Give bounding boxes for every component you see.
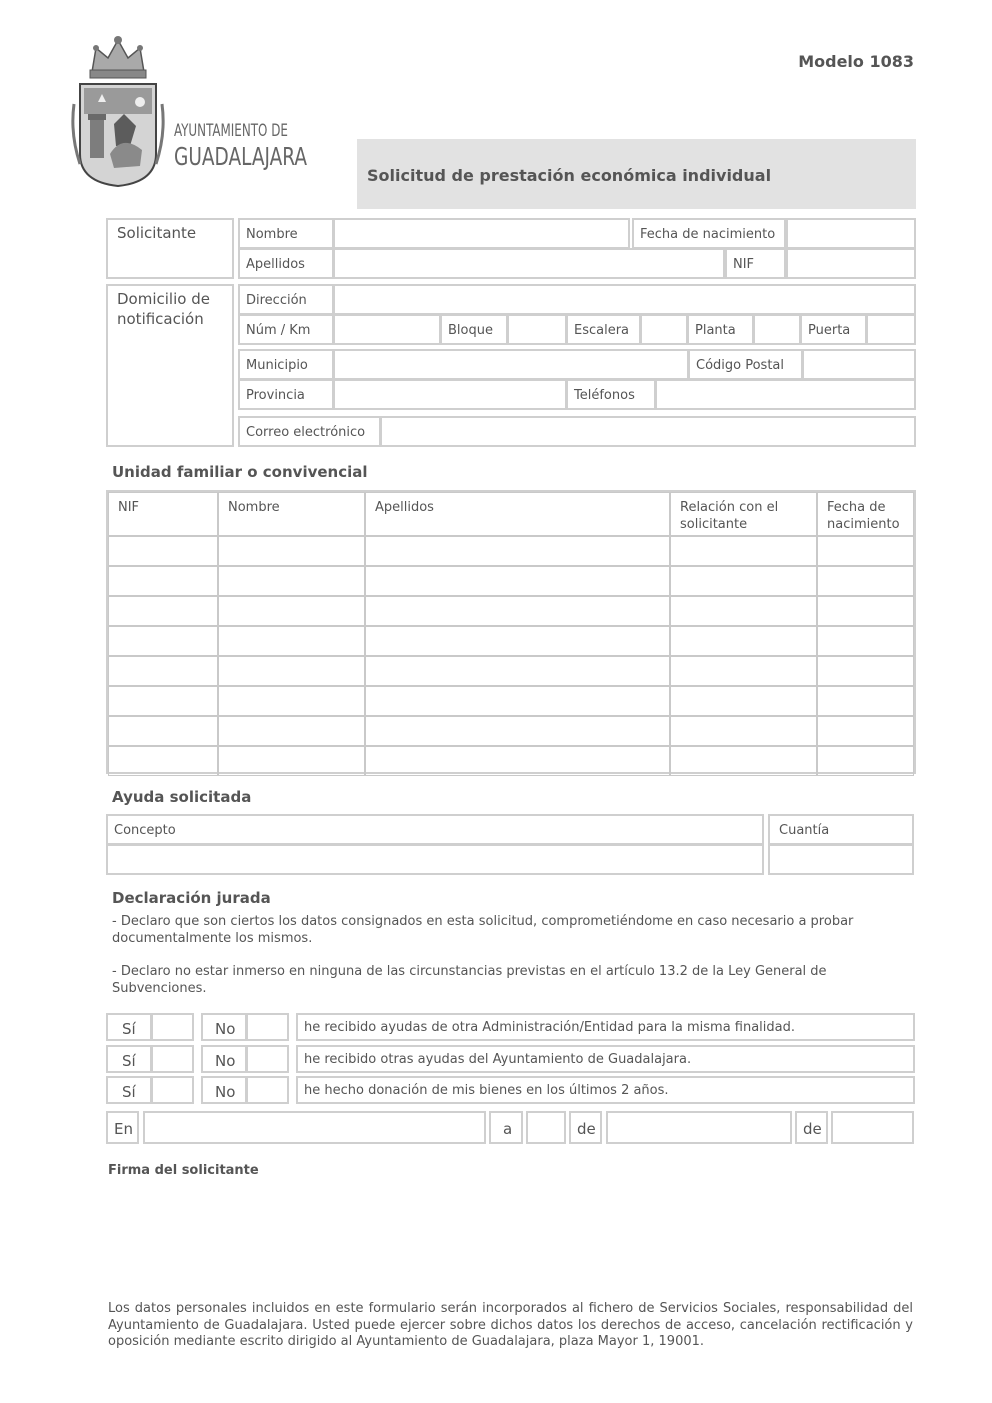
section-label-solicitante bbox=[106, 218, 234, 279]
fecha-nacimiento-label-cell bbox=[632, 218, 786, 249]
no-checkbox-1[interactable] bbox=[246, 1013, 289, 1041]
escalera-label-cell bbox=[566, 314, 641, 345]
municipio-label: Municipio bbox=[246, 358, 308, 373]
municipio-field[interactable] bbox=[333, 349, 689, 380]
no-label: No bbox=[215, 1083, 236, 1101]
no-label: No bbox=[215, 1052, 236, 1070]
en-label-cell bbox=[106, 1111, 139, 1144]
escalera-field[interactable] bbox=[640, 314, 688, 345]
planta-field[interactable] bbox=[753, 314, 801, 345]
unidad-familiar-cell[interactable] bbox=[817, 716, 914, 746]
unidad-familiar-cell[interactable] bbox=[218, 626, 365, 656]
unidad-familiar-cell[interactable] bbox=[670, 686, 817, 716]
unidad-familiar-cell[interactable] bbox=[365, 686, 670, 716]
num-km-label-cell bbox=[238, 314, 334, 345]
unidad-familiar-cell[interactable] bbox=[108, 716, 218, 746]
si-label-cell-1 bbox=[106, 1013, 152, 1041]
declaracion-statement-1 bbox=[296, 1013, 915, 1041]
a-label: a bbox=[503, 1120, 513, 1138]
apellidos-label-cell bbox=[238, 248, 334, 279]
de-label: de bbox=[803, 1120, 822, 1138]
col-header-nombre: Nombre bbox=[218, 492, 365, 536]
coat-of-arms-logo bbox=[70, 34, 166, 190]
declaracion-statement-2 bbox=[296, 1045, 915, 1073]
declaracion-statement-3 bbox=[296, 1076, 915, 1104]
unidad-familiar-cell[interactable] bbox=[108, 686, 218, 716]
cuantia-field[interactable] bbox=[768, 844, 914, 875]
cuantia-label-cell bbox=[768, 814, 914, 845]
unidad-familiar-cell[interactable] bbox=[365, 746, 670, 776]
unidad-familiar-cell[interactable] bbox=[108, 596, 218, 626]
planta-label-cell bbox=[687, 314, 754, 345]
form-title-banner bbox=[357, 139, 916, 209]
codigo-postal-label-cell bbox=[688, 349, 803, 380]
concepto-label-cell bbox=[106, 814, 764, 845]
escalera-label: Escalera bbox=[574, 323, 630, 338]
nombre-field[interactable] bbox=[333, 218, 630, 249]
direccion-label: Dirección bbox=[246, 293, 307, 308]
unidad-familiar-cell[interactable] bbox=[108, 536, 218, 566]
nif-field[interactable] bbox=[786, 248, 916, 279]
firma-label: Firma del solicitante bbox=[108, 1163, 259, 1178]
unidad-familiar-cell[interactable] bbox=[218, 536, 365, 566]
col-header-nif: NIF bbox=[108, 492, 218, 536]
declaracion-paragraph-2: - Declaro no estar inmerso en ninguna de las circunstancias previstas en el artículo 13.2 de la Ley General de Subvenciones. bbox=[112, 964, 827, 996]
unidad-familiar-cell[interactable] bbox=[817, 536, 914, 566]
unidad-familiar-cell[interactable] bbox=[817, 686, 914, 716]
unidad-familiar-cell[interactable] bbox=[670, 566, 817, 596]
codigo-postal-field[interactable] bbox=[802, 349, 916, 380]
unidad-familiar-cell[interactable] bbox=[670, 626, 817, 656]
unidad-familiar-cell[interactable] bbox=[817, 566, 914, 596]
org-name-line2: GUADALAJARA bbox=[174, 142, 308, 171]
unidad-familiar-cell[interactable] bbox=[108, 626, 218, 656]
unidad-familiar-title: Unidad familiar o convivencial bbox=[112, 463, 368, 481]
anio-field[interactable] bbox=[831, 1111, 914, 1144]
unidad-familiar-cell[interactable] bbox=[365, 566, 670, 596]
codigo-postal-label: Código Postal bbox=[696, 358, 785, 373]
direccion-field[interactable] bbox=[333, 284, 916, 315]
unidad-familiar-cell[interactable] bbox=[365, 536, 670, 566]
de-label: de bbox=[577, 1120, 596, 1138]
bloque-label-cell bbox=[440, 314, 508, 345]
unidad-familiar-cell[interactable] bbox=[817, 626, 914, 656]
unidad-familiar-cell[interactable] bbox=[670, 656, 817, 686]
unidad-familiar-cell[interactable] bbox=[218, 746, 365, 776]
unidad-familiar-cell[interactable] bbox=[218, 716, 365, 746]
nif-label: NIF bbox=[733, 257, 755, 272]
unidad-familiar-cell[interactable] bbox=[670, 536, 817, 566]
no-label-cell-3 bbox=[201, 1076, 247, 1104]
unidad-familiar-cell[interactable] bbox=[218, 596, 365, 626]
a-label-cell bbox=[489, 1111, 523, 1144]
apellidos-label: Apellidos bbox=[246, 257, 305, 272]
ayuda-title: Ayuda solicitada bbox=[112, 788, 252, 806]
fecha-nacimiento-field[interactable] bbox=[786, 218, 916, 249]
apellidos-field[interactable] bbox=[333, 248, 725, 279]
unidad-familiar-cell[interactable] bbox=[670, 716, 817, 746]
lugar-field[interactable] bbox=[143, 1111, 486, 1144]
nombre-label: Nombre bbox=[246, 227, 298, 242]
en-label: En bbox=[114, 1120, 133, 1138]
unidad-familiar-cell[interactable] bbox=[218, 656, 365, 686]
bloque-field[interactable] bbox=[507, 314, 567, 345]
bloque-label: Bloque bbox=[448, 323, 493, 338]
unidad-familiar-cell[interactable] bbox=[365, 716, 670, 746]
concepto-label: Concepto bbox=[114, 823, 176, 838]
mes-field[interactable] bbox=[606, 1111, 792, 1144]
declaracion-paragraph-1: - Declaro que son ciertos los datos consignados en esta solicitud, comprometiéndome en caso necesario a probar documentalmente los mismos. bbox=[112, 914, 854, 946]
concepto-field[interactable] bbox=[106, 844, 764, 875]
correo-field[interactable] bbox=[380, 416, 916, 447]
telefonos-field[interactable] bbox=[655, 379, 916, 410]
fecha-nacimiento-label: Fecha de nacimiento bbox=[640, 227, 776, 242]
col-header-fecha-nacimiento: Fecha de nacimiento bbox=[817, 492, 914, 536]
planta-label: Planta bbox=[695, 323, 736, 338]
unidad-familiar-cell[interactable] bbox=[218, 566, 365, 596]
declaracion-statement-text: he recibido ayudas de otra Administración/Entidad para la misma finalidad. bbox=[304, 1020, 796, 1035]
si-checkbox-1[interactable] bbox=[151, 1013, 194, 1041]
num-km-label: Núm / Km bbox=[246, 323, 311, 338]
declaracion-title: Declaración jurada bbox=[112, 889, 271, 907]
form-title: Solicitud de prestación económica individual bbox=[367, 166, 772, 185]
unidad-familiar-cell[interactable] bbox=[817, 596, 914, 626]
direccion-label-cell bbox=[238, 284, 334, 315]
firma-area[interactable] bbox=[106, 1185, 916, 1285]
unidad-familiar-cell[interactable] bbox=[817, 656, 914, 686]
unidad-familiar-table bbox=[106, 490, 916, 774]
nif-label-cell bbox=[725, 248, 786, 279]
dia-field[interactable] bbox=[526, 1111, 566, 1144]
si-label: Sí bbox=[122, 1052, 136, 1070]
unidad-familiar-cell[interactable] bbox=[218, 686, 365, 716]
puerta-field[interactable] bbox=[866, 314, 916, 345]
no-label-cell-2 bbox=[201, 1045, 247, 1073]
telefonos-label-cell bbox=[566, 379, 656, 410]
unidad-familiar-cell[interactable] bbox=[817, 746, 914, 776]
provincia-label-cell bbox=[238, 379, 334, 410]
declaracion-statement-text: he hecho donación de mis bienes en los últimos 2 años. bbox=[304, 1083, 669, 1098]
unidad-familiar-cell[interactable] bbox=[108, 746, 218, 776]
unidad-familiar-cell[interactable] bbox=[108, 566, 218, 596]
de-label-cell-2 bbox=[795, 1111, 828, 1144]
si-label: Sí bbox=[122, 1083, 136, 1101]
no-label: No bbox=[215, 1020, 236, 1038]
provincia-field[interactable] bbox=[333, 379, 567, 410]
si-checkbox-2[interactable] bbox=[151, 1045, 194, 1073]
declaracion-statement-text: he recibido otras ayudas del Ayuntamiento de Guadalajara. bbox=[304, 1052, 692, 1067]
telefonos-label: Teléfonos bbox=[574, 388, 635, 403]
si-label-cell-2 bbox=[106, 1045, 152, 1073]
no-label-cell-1 bbox=[201, 1013, 247, 1041]
domicilio-label: Domicilio de notificación bbox=[117, 290, 210, 328]
correo-label-cell bbox=[238, 416, 381, 447]
puerta-label-cell bbox=[800, 314, 867, 345]
nombre-label-cell bbox=[238, 218, 334, 249]
col-header-relacion: Relación con el solicitante bbox=[670, 492, 817, 536]
num-km-field[interactable] bbox=[333, 314, 441, 345]
cuantia-label: Cuantía bbox=[779, 823, 830, 838]
no-checkbox-3[interactable] bbox=[246, 1076, 289, 1104]
correo-label: Correo electrónico bbox=[246, 425, 366, 440]
unidad-familiar-cell[interactable] bbox=[108, 656, 218, 686]
puerta-label: Puerta bbox=[808, 323, 851, 338]
no-checkbox-2[interactable] bbox=[246, 1045, 289, 1073]
unidad-familiar-cell[interactable] bbox=[365, 626, 670, 656]
col-header-apellidos: Apellidos bbox=[365, 492, 670, 536]
si-label: Sí bbox=[122, 1020, 136, 1038]
model-number: Modelo 1083 bbox=[798, 52, 914, 71]
privacy-notice: Los datos personales incluidos en este formulario serán incorporados al fichero de Servicios Sociales, responsabilidad del Ayuntamiento de Guadalajara. Usted puede ejercer sobre dichos datos los derechos de acceso, cancelación rectificación y oposición mediante escrito dirigido al Ayuntamiento de Guadalajara, plaza Mayor 1, 19001. bbox=[108, 1301, 913, 1349]
si-label-cell-3 bbox=[106, 1076, 152, 1104]
unidad-familiar-cell[interactable] bbox=[670, 596, 817, 626]
unidad-familiar-cell[interactable] bbox=[365, 596, 670, 626]
provincia-label: Provincia bbox=[246, 388, 305, 403]
de-label-cell-1 bbox=[569, 1111, 602, 1144]
org-name-line1: AYUNTAMIENTO DE bbox=[174, 121, 288, 141]
si-checkbox-3[interactable] bbox=[151, 1076, 194, 1104]
unidad-familiar-cell[interactable] bbox=[365, 656, 670, 686]
unidad-familiar-cell[interactable] bbox=[670, 746, 817, 776]
section-label-domicilio bbox=[106, 284, 234, 447]
solicitante-label: Solicitante bbox=[117, 224, 197, 242]
municipio-label-cell bbox=[238, 349, 334, 380]
